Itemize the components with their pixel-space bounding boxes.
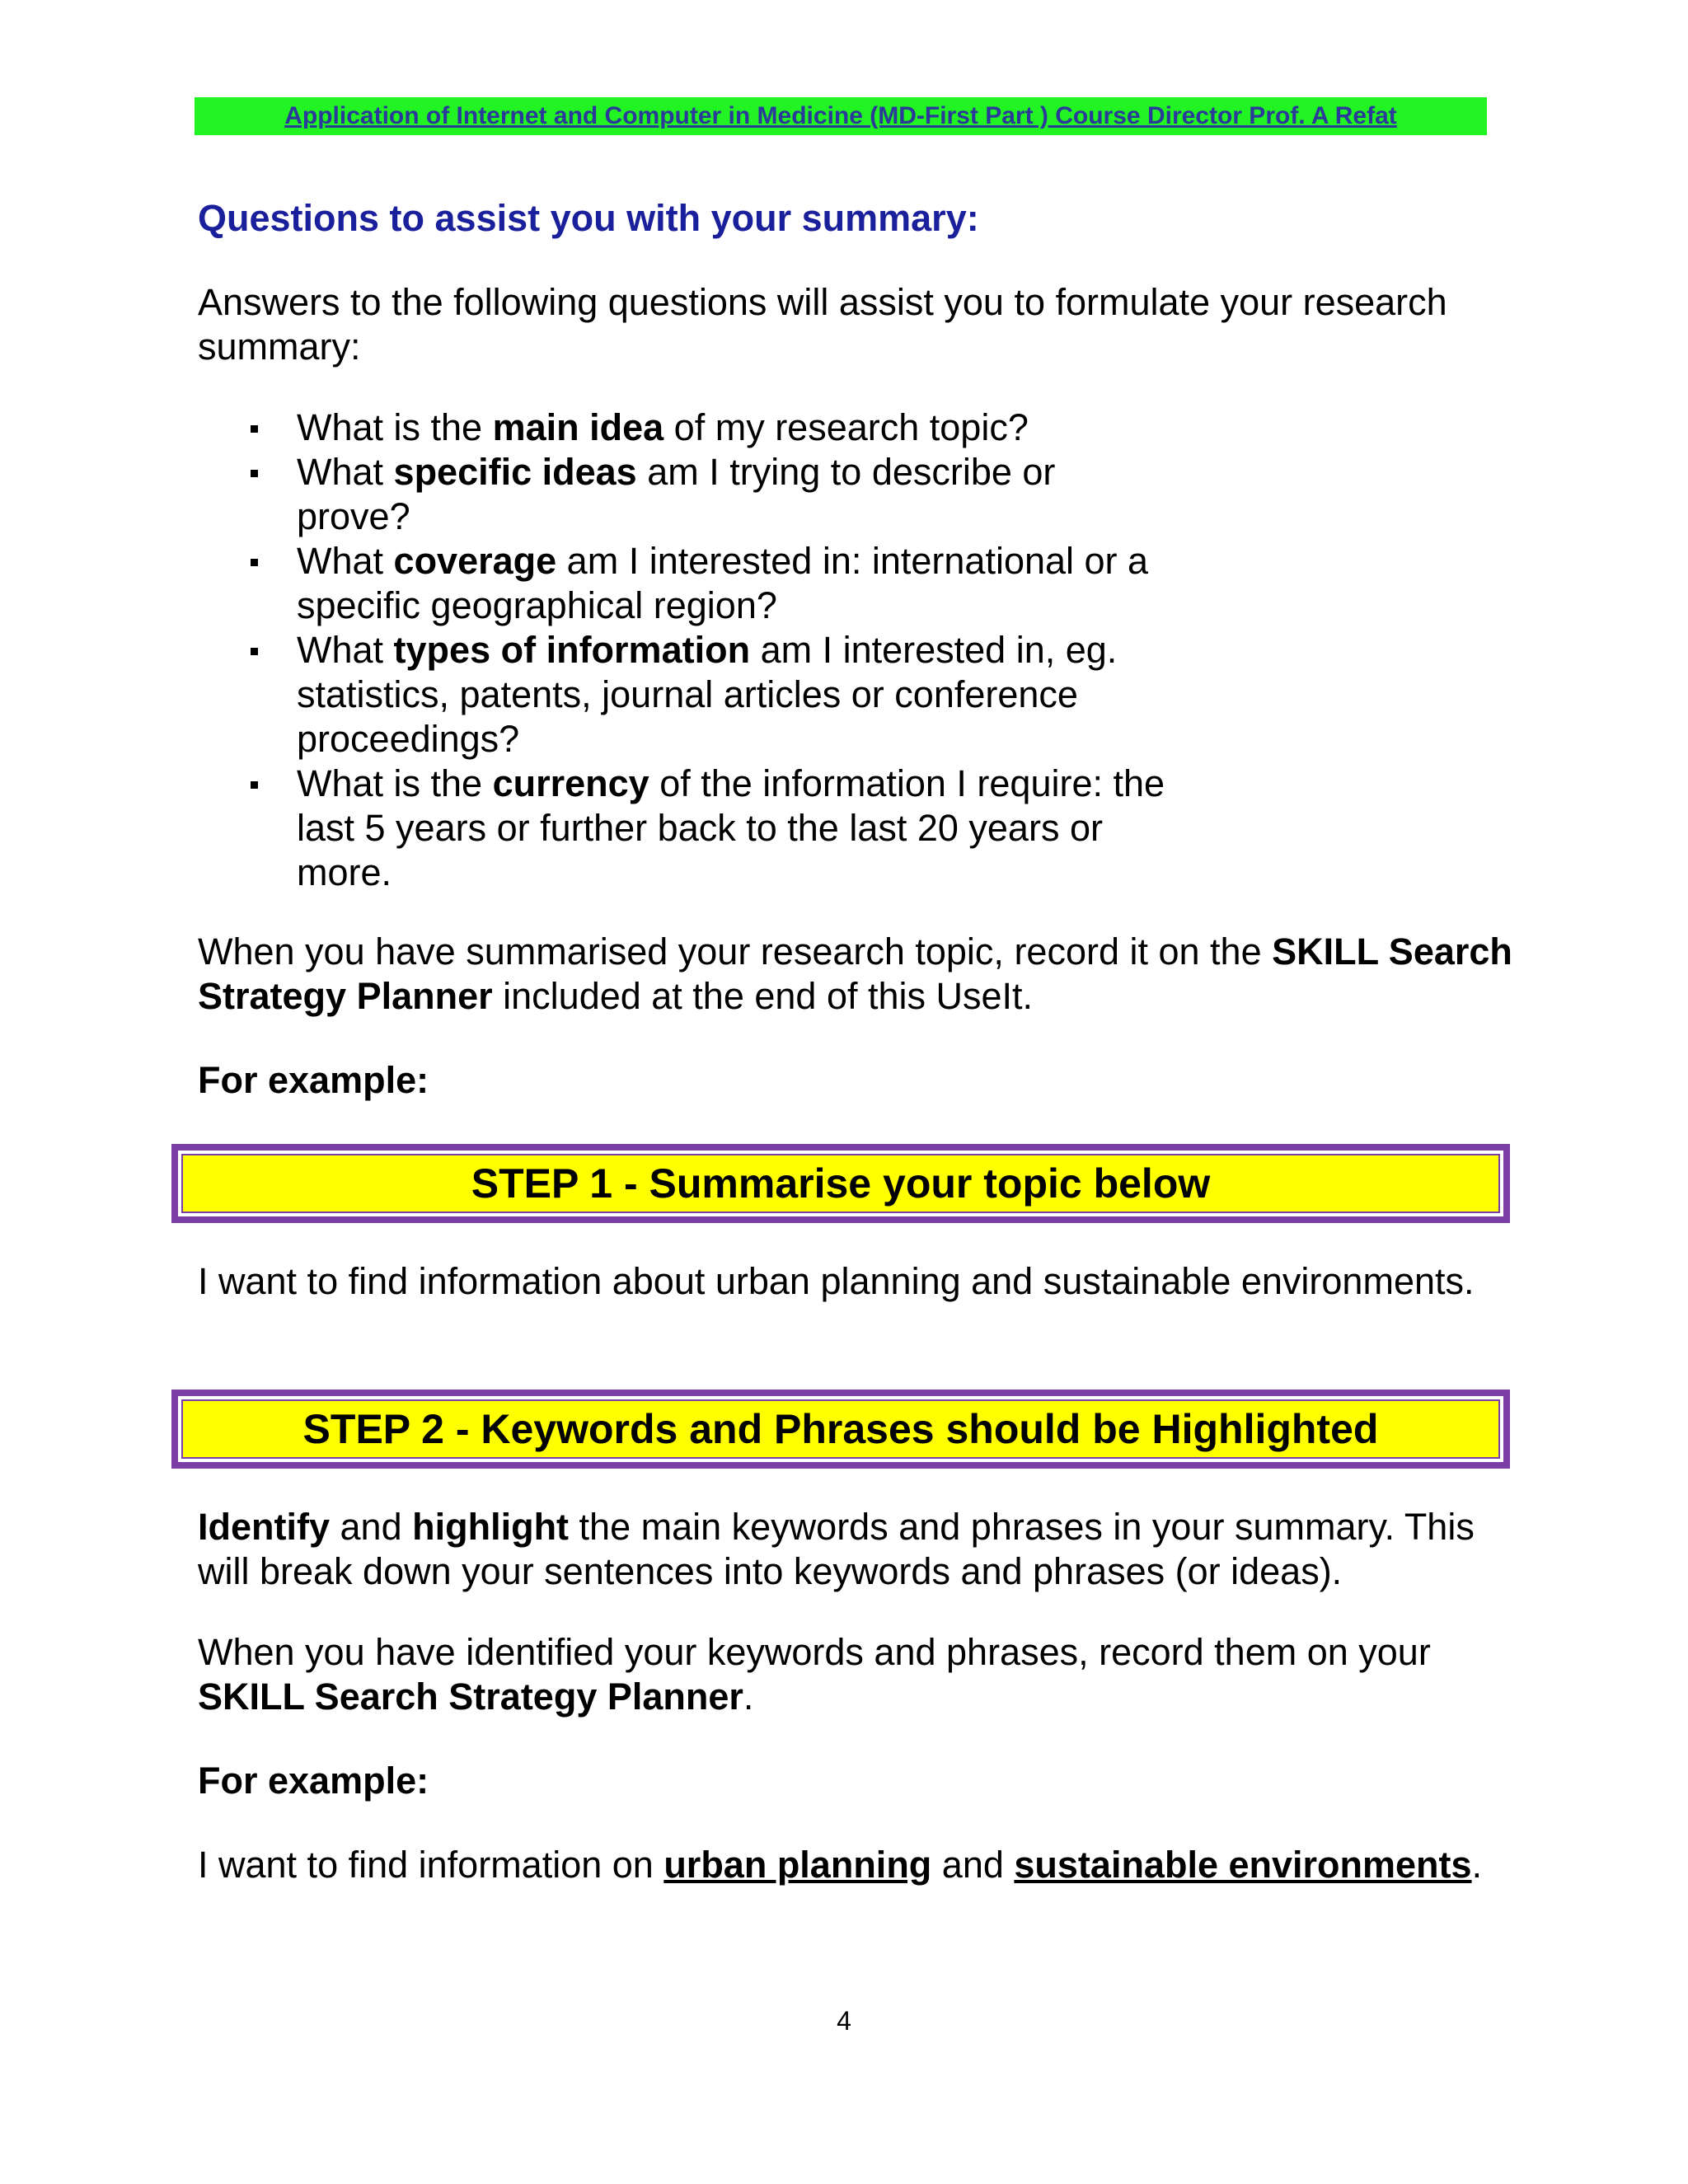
step-1-title: STEP 1 - Summarise your topic below [471, 1160, 1211, 1207]
section-heading: Questions to assist you with your summary: [198, 197, 979, 239]
list-item: What specific ideas am I trying to describe or prove? [247, 450, 1121, 539]
bold-term: specific ideas [393, 451, 637, 493]
list-item: What coverage am I interested in: international or a specific geographical region? [247, 539, 1236, 628]
step-2-banner [171, 1390, 1510, 1469]
highlighted-example: I want to find information on urban planning and sustainable environments. [198, 1844, 1483, 1886]
keyword-highlight: urban planning [663, 1844, 932, 1886]
keyword-highlight: sustainable environments [1014, 1844, 1472, 1886]
bullet-square-icon [251, 781, 258, 789]
topic-summary: I want to find information about urban planning and sustainable environments. [198, 1260, 1475, 1302]
intro-paragraph: Answers to the following questions will assist you to formulate your research summary: [198, 281, 1447, 368]
bold-term: main idea [492, 406, 664, 448]
step-2-title: STEP 2 - Keywords and Phrases should be Highlighted [302, 1406, 1379, 1452]
bullet-square-icon [251, 425, 258, 433]
bullet-square-icon [251, 470, 258, 477]
bold-term: coverage [393, 540, 557, 582]
list-item: What is the currency of the information I require: the last 5 years or further back to the last 20 years or more. [247, 762, 1187, 895]
example-label: For example: [198, 1760, 429, 1802]
planner-name: SKILL Search Strategy Planner [198, 1675, 743, 1718]
list-item: What is the main idea of my research topic? [247, 405, 1269, 450]
record-paragraph: When you have identified your keywords and phrases, record them on your SKILL Search Strategy Planner. [198, 1631, 1431, 1718]
list-item: What types of information am I interested in, eg. statistics, patents, journal articles or conference proceedings? [247, 628, 1203, 762]
planner-name: SKILL Search Strategy Planner [198, 930, 1512, 1017]
page-number: 4 [837, 2006, 851, 2036]
step-1-banner [171, 1144, 1510, 1223]
question-list [247, 405, 1269, 895]
bullet-square-icon [251, 648, 258, 655]
planner-paragraph: When you have summarised your research topic, record it on the SKILL Search Strategy Planner included at the end of this UseIt. [198, 930, 1512, 1017]
course-header-text: Application of Internet and Computer in Medicine (MD-First Part ) Course Director Prof. A Refat [284, 102, 1397, 129]
course-header-bar [195, 97, 1487, 135]
bold-term: types of information [393, 629, 751, 671]
identify-paragraph: Identify and highlight the main keywords and phrases in your summary. This will break down your sentences into keywords and phrases (or ideas). [198, 1506, 1475, 1592]
example-label: For example: [198, 1059, 429, 1101]
bullet-square-icon [251, 559, 258, 566]
bold-term: currency [492, 762, 649, 804]
